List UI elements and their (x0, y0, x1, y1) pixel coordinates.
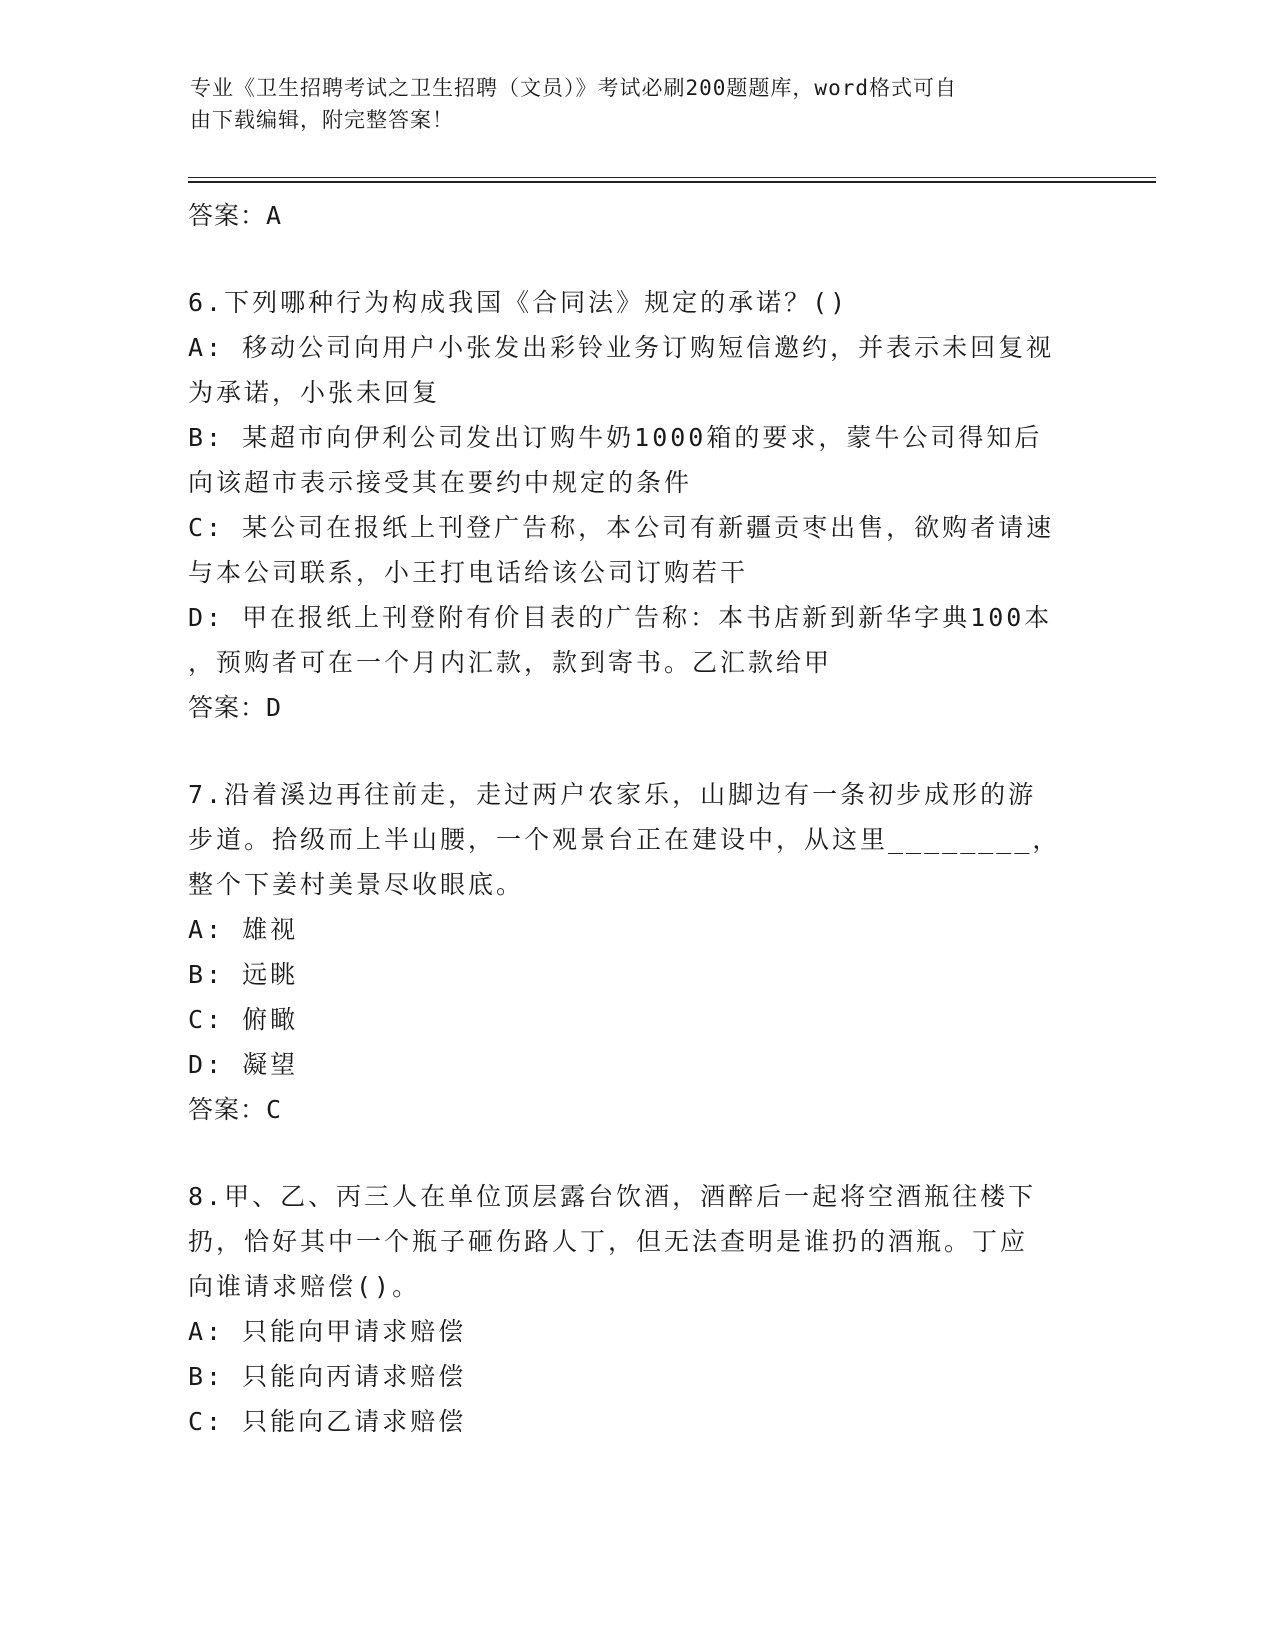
option-line: A: 移动公司向用户小张发出彩铃业务订购短信邀约，并表示未回复视 (188, 333, 1055, 362)
answer-line: 答案：C (188, 1095, 283, 1124)
spacer (188, 730, 1088, 772)
question-stem-line: 向谁请求赔偿()。 (188, 1272, 421, 1301)
spacer (188, 1132, 1088, 1174)
document-header (190, 72, 1070, 136)
option-line: B: 某超市向伊利公司发出订购牛奶1000箱的要求，蒙牛公司得知后 (188, 423, 1043, 452)
option-line: B: 远眺 (188, 960, 299, 989)
header-rule-thick (188, 181, 1156, 183)
question-stem-line: 7.沿着溪边再往前走，走过两户农家乐，山脚边有一条初步成形的游 (188, 780, 1037, 809)
question-list (188, 280, 1088, 1444)
question-block (188, 280, 1088, 730)
option-line: D: 甲在报纸上刊登附有价目表的广告称：本书店新到新华字典100本 (188, 603, 1053, 632)
option-line: D: 凝望 (188, 1050, 299, 1079)
option-line: 向该超市表示接受其在要约中规定的条件 (188, 468, 693, 497)
option-line: B: 只能向丙请求赔偿 (188, 1362, 467, 1391)
question-stem-line: 步道。拾级而上半山腰，一个观景台正在建设中，从这里________， (188, 825, 1061, 854)
previous-answer: 答案：A (188, 201, 283, 230)
option-line: 与本公司联系，小王打电话给该公司订购若干 (188, 558, 749, 587)
question-block (188, 1174, 1088, 1444)
question-stem-line: 扔，恰好其中一个瓶子砸伤路人丁，但无法查明是谁扔的酒瓶。丁应 (188, 1227, 1029, 1256)
answer-line: 答案：D (188, 693, 283, 722)
option-line: C: 某公司在报纸上刊登广告称，本公司有新疆贡枣出售，欲购者请速 (188, 513, 1055, 542)
option-line: 为承诺，小张未回复 (188, 378, 441, 407)
header-title-line2: 由下载编辑，附完整答案！ (190, 108, 454, 132)
spacer (188, 238, 1088, 280)
option-line: C: 只能向乙请求赔偿 (188, 1407, 467, 1436)
header-rule-thin (188, 177, 1156, 178)
header-title-line1: 专业《卫生招聘考试之卫生招聘（文员）》考试必刷200题题库，word格式可自 (190, 76, 957, 100)
document-body (188, 193, 1088, 1444)
question-stem-line: 6.下列哪种行为构成我国《合同法》规定的承诺？() (188, 288, 849, 317)
question-stem-line: 整个下姜村美景尽收眼底。 (188, 870, 525, 899)
option-line: C: 俯瞰 (188, 1005, 299, 1034)
option-line: A: 只能向甲请求赔偿 (188, 1317, 467, 1346)
option-line: A: 雄视 (188, 915, 299, 944)
question-stem-line: 8.甲、乙、丙三人在单位顶层露台饮酒，酒醉后一起将空酒瓶往楼下 (188, 1182, 1037, 1211)
option-line: ，预购者可在一个月内汇款，款到寄书。乙汇款给甲 (188, 648, 833, 677)
question-block (188, 772, 1088, 1132)
